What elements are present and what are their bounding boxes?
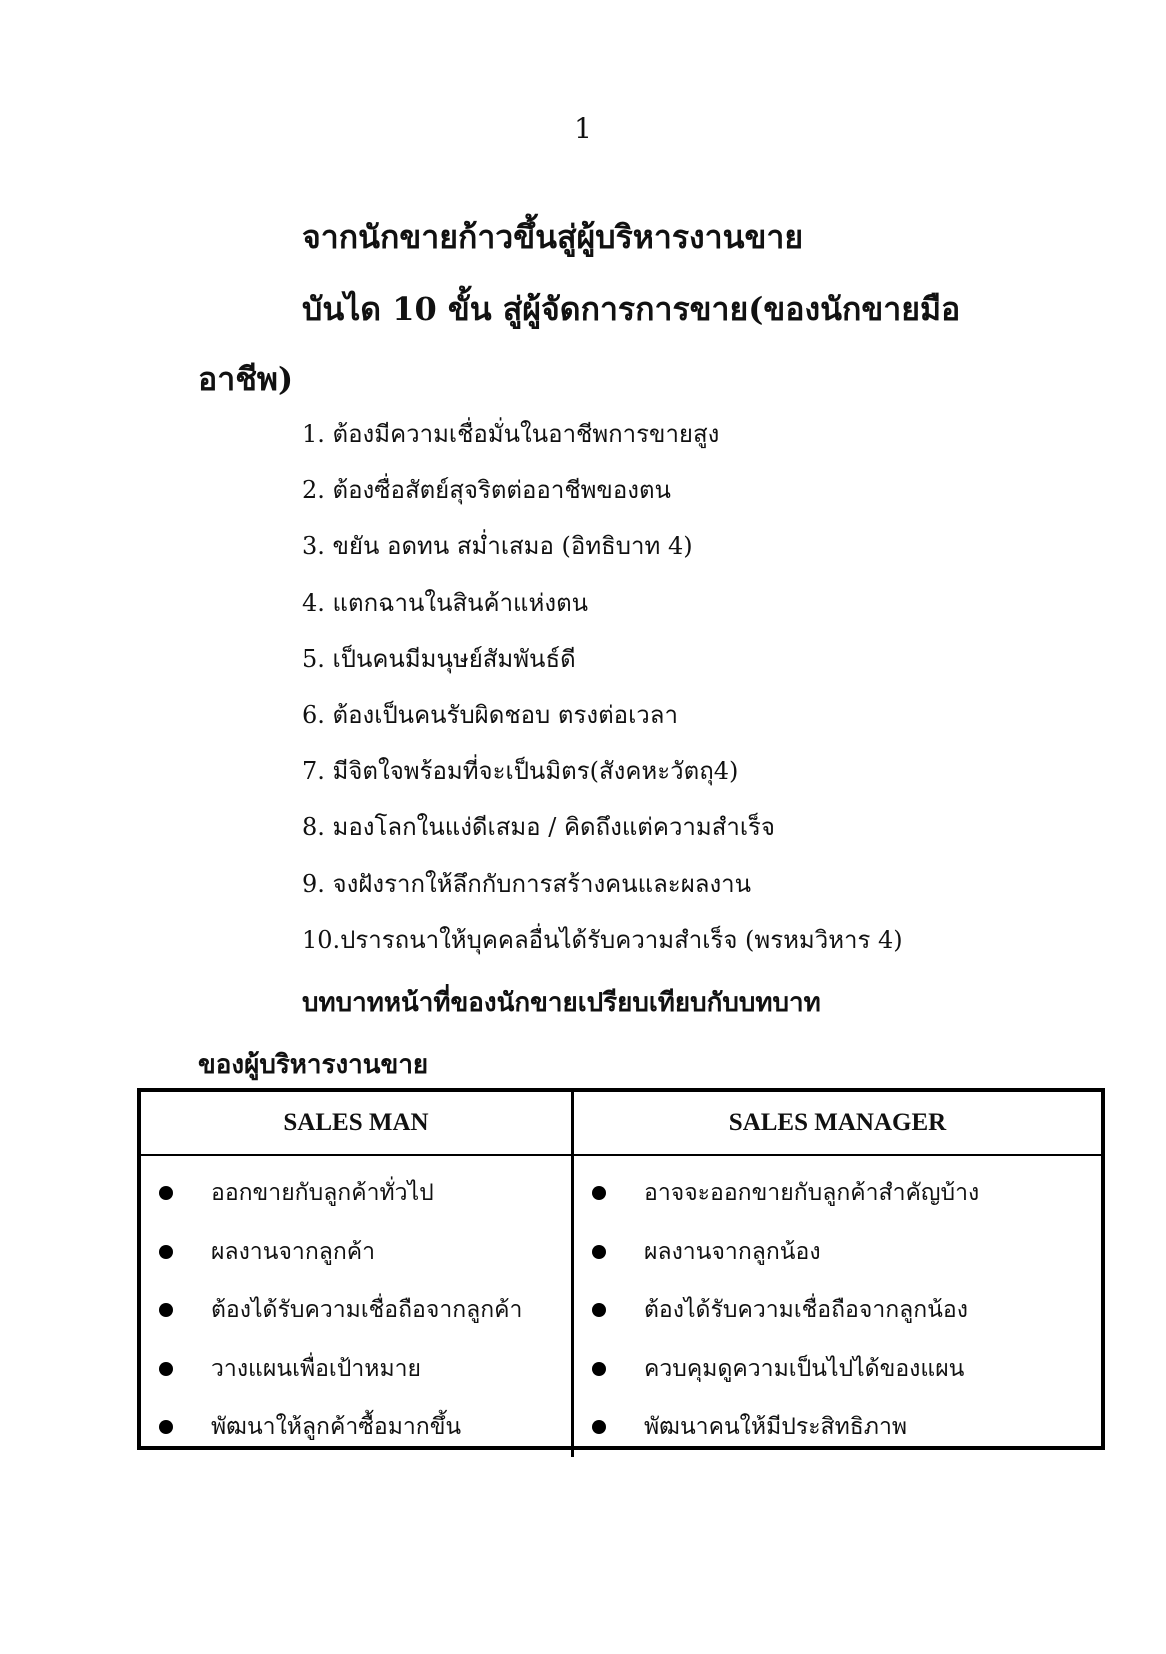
step-item: 1. ต้องมีความเชื่อมั่นในอาชีพการขายสูง xyxy=(302,420,720,448)
salesman-item xyxy=(141,1223,571,1282)
manager-item-text: ผลงานจากลูกน้อง xyxy=(644,1238,821,1265)
comparison-heading-line-2: ของผู้บริหารงานขาย xyxy=(198,1050,429,1080)
bullet-icon xyxy=(592,1245,606,1259)
salesman-item xyxy=(141,1281,571,1340)
manager-item xyxy=(574,1281,1101,1340)
manager-column xyxy=(574,1156,1101,1457)
salesman-item xyxy=(141,1398,571,1457)
bullet-icon xyxy=(592,1186,606,1200)
step-item: 10.ปรารถนาให้บุคคลอื่นได้รับความสำเร็จ (พรหมวิหาร 4) xyxy=(302,925,903,954)
step-item: 8. มองโลกในแง่ดีเสมอ / คิดถึงแต่ความสำเร็จ xyxy=(302,813,775,842)
bullet-icon xyxy=(159,1186,173,1200)
salesman-item-text: ต้องได้รับความเชื่อถือจากลูกค้า xyxy=(211,1297,523,1324)
manager-item xyxy=(574,1340,1101,1399)
steps-list xyxy=(302,414,903,976)
manager-item xyxy=(574,1223,1101,1282)
bullet-icon xyxy=(159,1303,173,1317)
salesman-item xyxy=(141,1164,571,1223)
salesman-column xyxy=(141,1156,574,1457)
manager-item-text: ควบคุมดูความเป็นไปได้ของแผน xyxy=(644,1355,965,1382)
step-item: 4. แตกฉานในสินค้าแห่งตน xyxy=(302,588,589,617)
salesman-item-text: วางแผนเพื่อเป้าหมาย xyxy=(211,1355,422,1382)
salesman-item-text: ออกขายกับลูกค้าทั่วไป xyxy=(211,1180,434,1207)
manager-item xyxy=(574,1398,1101,1457)
manager-item-text: ต้องได้รับความเชื่อถือจากลูกน้อง xyxy=(644,1297,968,1324)
step-item: 9. จงฝังรากให้ลึกกับการสร้างคนและผลงาน xyxy=(302,869,752,898)
bullet-icon xyxy=(592,1420,606,1434)
salesman-item xyxy=(141,1340,571,1399)
manager-item xyxy=(574,1164,1101,1223)
document-title-line-2: บันได 10 ขั้น สู่ผู้จัดการการขาย(ของนักขายมือ xyxy=(302,290,961,328)
step-item: 3. ขยัน อดทน สม่ำเสมอ (อิทธิบาท 4) xyxy=(302,532,693,561)
salesman-item-text: ผลงานจากลูกค้า xyxy=(211,1238,376,1265)
bullet-icon xyxy=(159,1420,173,1434)
step-item: 2. ต้องซื่อสัตย์สุจริตต่ออาชีพของตน xyxy=(302,476,671,505)
manager-column-header: SALES MANAGER xyxy=(574,1092,1101,1156)
manager-item-text: พัฒนาคนให้มีประสิทธิภาพ xyxy=(644,1414,908,1441)
page-number: 1 xyxy=(574,112,592,145)
step-item: 6. ต้องเป็นคนรับผิดชอบ ตรงต่อเวลา xyxy=(302,700,678,729)
bullet-icon xyxy=(159,1245,173,1259)
salesman-column-header: SALES MAN xyxy=(141,1092,574,1156)
step-item: 7. มีจิตใจพร้อมที่จะเป็นมิตร(สังคหะวัตถุ4) xyxy=(302,757,739,786)
comparison-heading-line-1: บทบาทหน้าที่ของนักขายเปรียบเทียบกับบทบาท xyxy=(302,988,821,1018)
step-item: 5. เป็นคนมีมนุษย์สัมพันธ์ดี xyxy=(302,644,576,673)
salesman-item-text: พัฒนาให้ลูกค้าซื้อมากขึ้น xyxy=(211,1414,462,1441)
bullet-icon xyxy=(592,1362,606,1376)
manager-item-text: อาจจะออกขายกับลูกค้าสำคัญบ้าง xyxy=(644,1180,980,1207)
bullet-icon xyxy=(159,1362,173,1376)
bullet-icon xyxy=(592,1303,606,1317)
document-title-line-3: อาชีพ) xyxy=(198,360,294,398)
document-title-line-1: จากนักขายก้าวขึ้นสู่ผู้บริหารงานขาย xyxy=(302,218,804,256)
comparison-table xyxy=(137,1088,1105,1450)
